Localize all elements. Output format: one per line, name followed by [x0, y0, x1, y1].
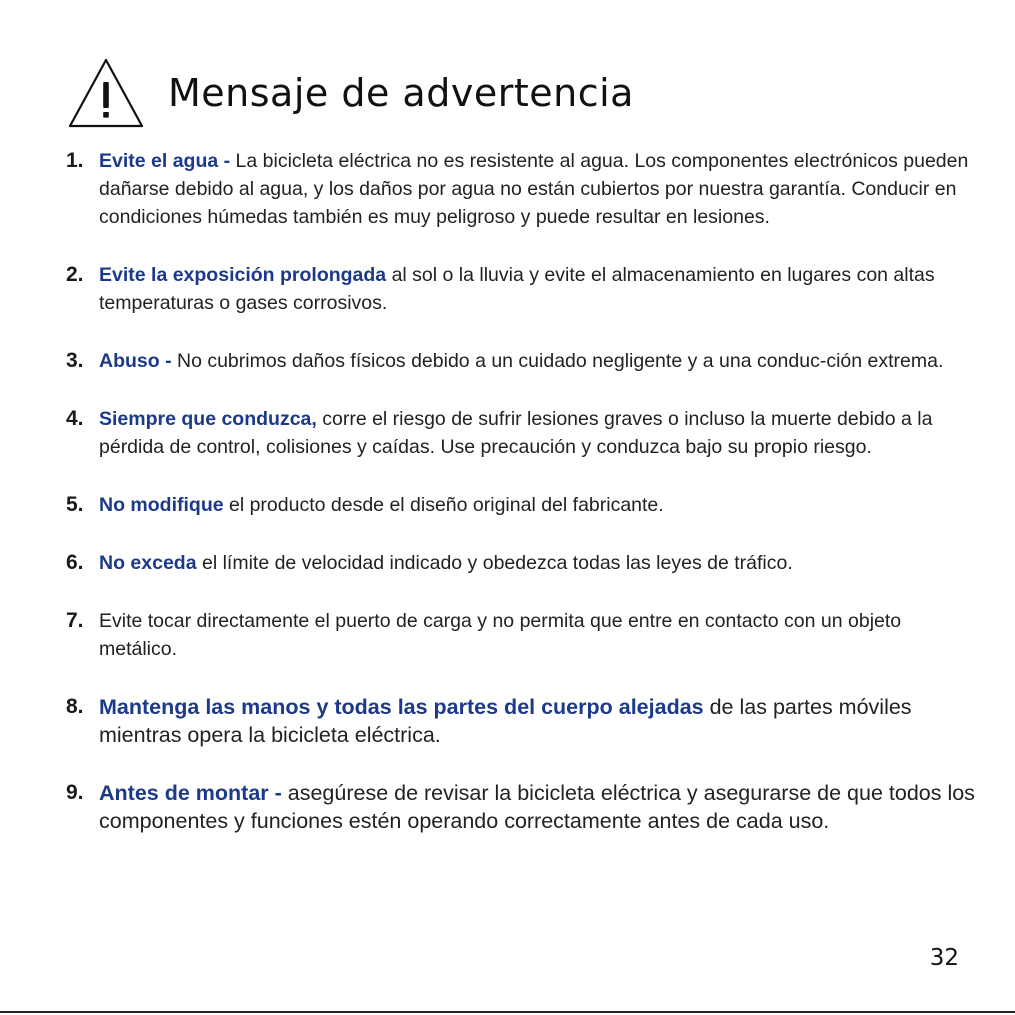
warning-list	[0, 147, 1015, 865]
list-item	[0, 261, 1015, 317]
item-number: 7.	[66, 609, 84, 632]
item-number: 5.	[66, 493, 84, 516]
item-number: 2.	[66, 263, 84, 286]
item-text: asegúrese de revisar la bicicleta eléctrica y asegurarse de que todos los componentes y funciones estén operando correctamente antes de cada uso.	[99, 781, 975, 833]
page-title: Mensaje de advertencia	[168, 70, 634, 115]
warning-triangle-icon	[66, 56, 146, 130]
item-number: 6.	[66, 551, 84, 574]
list-item	[0, 405, 1015, 461]
item-lead: Evite la exposición prolongada	[99, 264, 387, 286]
item-text: La bicicleta eléctrica no es resistente al agua. Los componentes electrónicos pueden dañarse debido al agua, y los daños por agua no están cubiertos por nuestra garantía. Conducir en condiciones húmedas también es muy peligroso y puede resultar en lesiones.	[99, 150, 969, 228]
item-lead: Abuso -	[99, 350, 172, 372]
item-text: el límite de velocidad indicado y obedezca todas las leyes de tráfico.	[196, 552, 793, 574]
item-lead: Antes de montar -	[99, 781, 282, 805]
list-item	[0, 347, 1015, 375]
bottom-divider	[0, 1011, 1015, 1013]
item-text: al sol o la lluvia y evite el almacenamiento en lugares con altas temperaturas o gases corrosivos.	[99, 264, 935, 314]
page-number: 32	[929, 945, 959, 971]
item-lead: Evite el agua -	[99, 150, 231, 172]
list-item	[0, 693, 1015, 749]
item-lead: No exceda	[99, 552, 197, 574]
item-lead: Mantenga las manos y todas las partes del cuerpo alejadas	[99, 695, 704, 719]
list-item	[0, 491, 1015, 519]
item-text: de las partes móviles mientras opera la bicicleta eléctrica.	[99, 695, 912, 747]
item-number: 9.	[66, 781, 84, 804]
item-lead: No modifique	[99, 494, 224, 516]
list-item	[0, 549, 1015, 577]
item-number: 1.	[66, 149, 84, 172]
list-item	[0, 779, 1015, 835]
item-text: corre el riesgo de sufrir lesiones graves o incluso la muerte debido a la pérdida de control, colisiones y caídas. Use precaución y conduzca bajo su propio riesgo.	[99, 408, 933, 458]
page-header	[66, 55, 634, 130]
item-lead: Siempre que conduzca,	[99, 408, 317, 430]
item-number: 4.	[66, 407, 84, 430]
item-number: 3.	[66, 349, 84, 372]
item-text: el producto desde el diseño original del fabricante.	[223, 494, 664, 516]
item-text: Evite tocar directamente el puerto de carga y no permita que entre en contacto con un objeto metálico.	[99, 610, 902, 660]
list-item	[0, 147, 1015, 231]
list-item	[0, 607, 1015, 663]
item-number: 8.	[66, 695, 84, 718]
item-text: No cubrimos daños físicos debido a un cuidado negligente y a una conduc-ción extrema.	[171, 350, 944, 372]
